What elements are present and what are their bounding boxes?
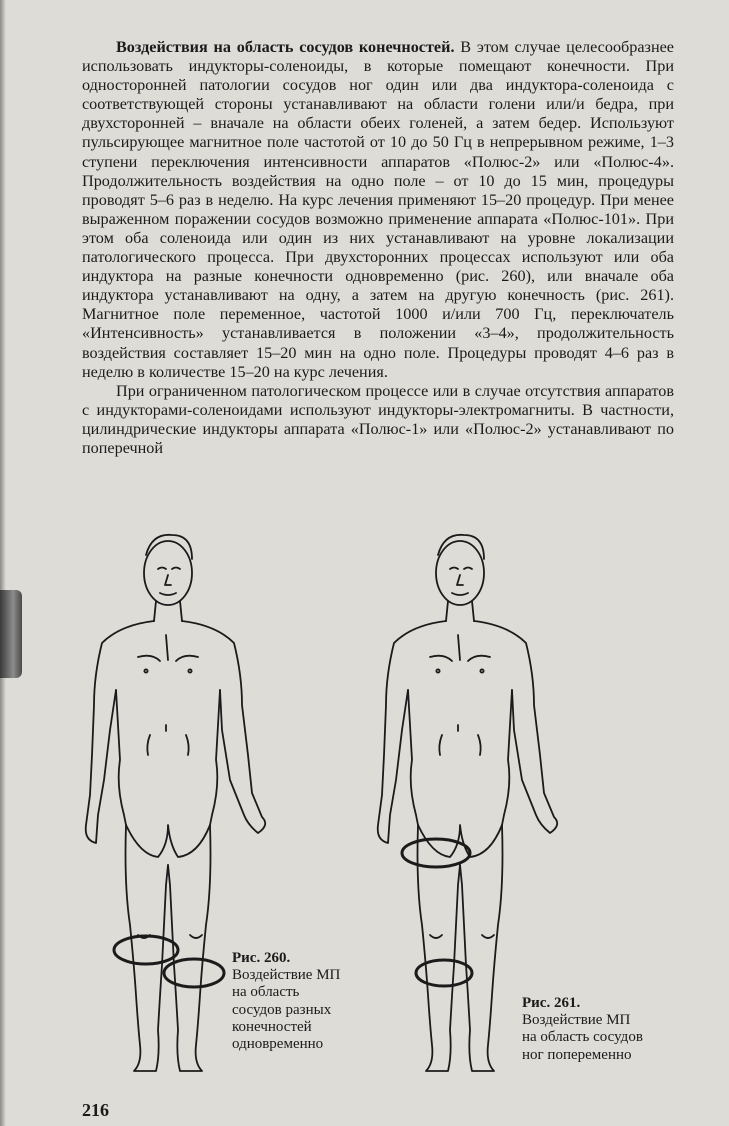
- paragraph-lead: Воздействия на область сосудов конечностей.: [116, 38, 455, 56]
- page-shadow-edge: [0, 0, 6, 1126]
- figure-260-caption: [232, 950, 382, 1053]
- inductor-coil-left-shin: [114, 936, 178, 964]
- paragraph-text: В этом случае целесообразнее использовать индукторы-соленоиды, в которые помещают конечности. При односторонней патологии сосудов ног один или два индуктора-соленоида с соответствующей стороны устанавливают на области голени или/и бедра, при двухсторонней – вначале на области обеих голеней, а затем бедер. Используют пульсирующее магнитное поле частотой от 10 до 50 Гц в непрерывном режиме, 1–3 ступени переключения интенсивности аппаратов «Полюс-2» или «Полюс-4». Продолжительность воздействия на одно поле – от 10 до 15 мин, процедуры проводят 5–6 раз в неделю. На курс лечения применяют 15–20 процедур. При менее выраженном поражении сосудов возможно применение аппарата «Полюс-101». При этом оба соленоида или один из них устанавливают на уровне локализации патологического процесса. При двухсторонних процессах используют или оба индуктора на разные конечности одновременно (рис. 260), или вначале оба индуктора устанавливают на одну, а затем на другую конечность (рис. 261). Магнитное поле переменное, частотой 1000 и/или 700 Гц, переключатель «Интенсивность» устанавливается в положении «3–4», продолжительность воздействия составляет 15–20 мин на одно поле. Процедуры проводят 4–6 раз в неделю в количестве 15–20 на курс лечения.: [82, 38, 674, 381]
- binder-clip: [0, 590, 22, 678]
- caption-line: конечностей: [232, 1018, 312, 1035]
- caption-line: Воздействие МП: [232, 967, 341, 984]
- figure-number: Рис. 260.: [232, 950, 291, 966]
- inductor-coil-right-shin: [164, 959, 224, 987]
- inductor-coil-shin: [416, 960, 472, 986]
- caption-line: одновременно: [232, 1036, 324, 1053]
- inductor-coils: [114, 936, 224, 987]
- caption-line: ног попеременно: [522, 1046, 632, 1063]
- paragraph-2: [82, 382, 674, 458]
- body-text: [82, 38, 674, 458]
- caption-line: сосудов разных: [232, 1001, 332, 1018]
- caption-line: на область: [232, 984, 300, 1001]
- paragraph-text: При ограниченном патологическом процессе или в случае отсутствия аппаратов с индукторами-соленоидами используют индукторы-электромагниты. В частности, цилиндрические индукторы аппарата «Полюс-1» или «Полюс-2» устанавливают по поперечной: [82, 381, 674, 457]
- figure-261-caption: [522, 995, 692, 1064]
- caption-line: на область сосудов: [522, 1029, 643, 1046]
- caption-line: Воздействие МП: [522, 1012, 631, 1029]
- page-number: 216: [82, 1100, 109, 1120]
- figure-number: Рис. 261.: [522, 995, 581, 1011]
- inductor-coil-thigh: [402, 839, 470, 867]
- human-figure-front: [378, 535, 557, 1071]
- paragraph-1: [82, 38, 674, 382]
- inductor-coils: [402, 839, 472, 986]
